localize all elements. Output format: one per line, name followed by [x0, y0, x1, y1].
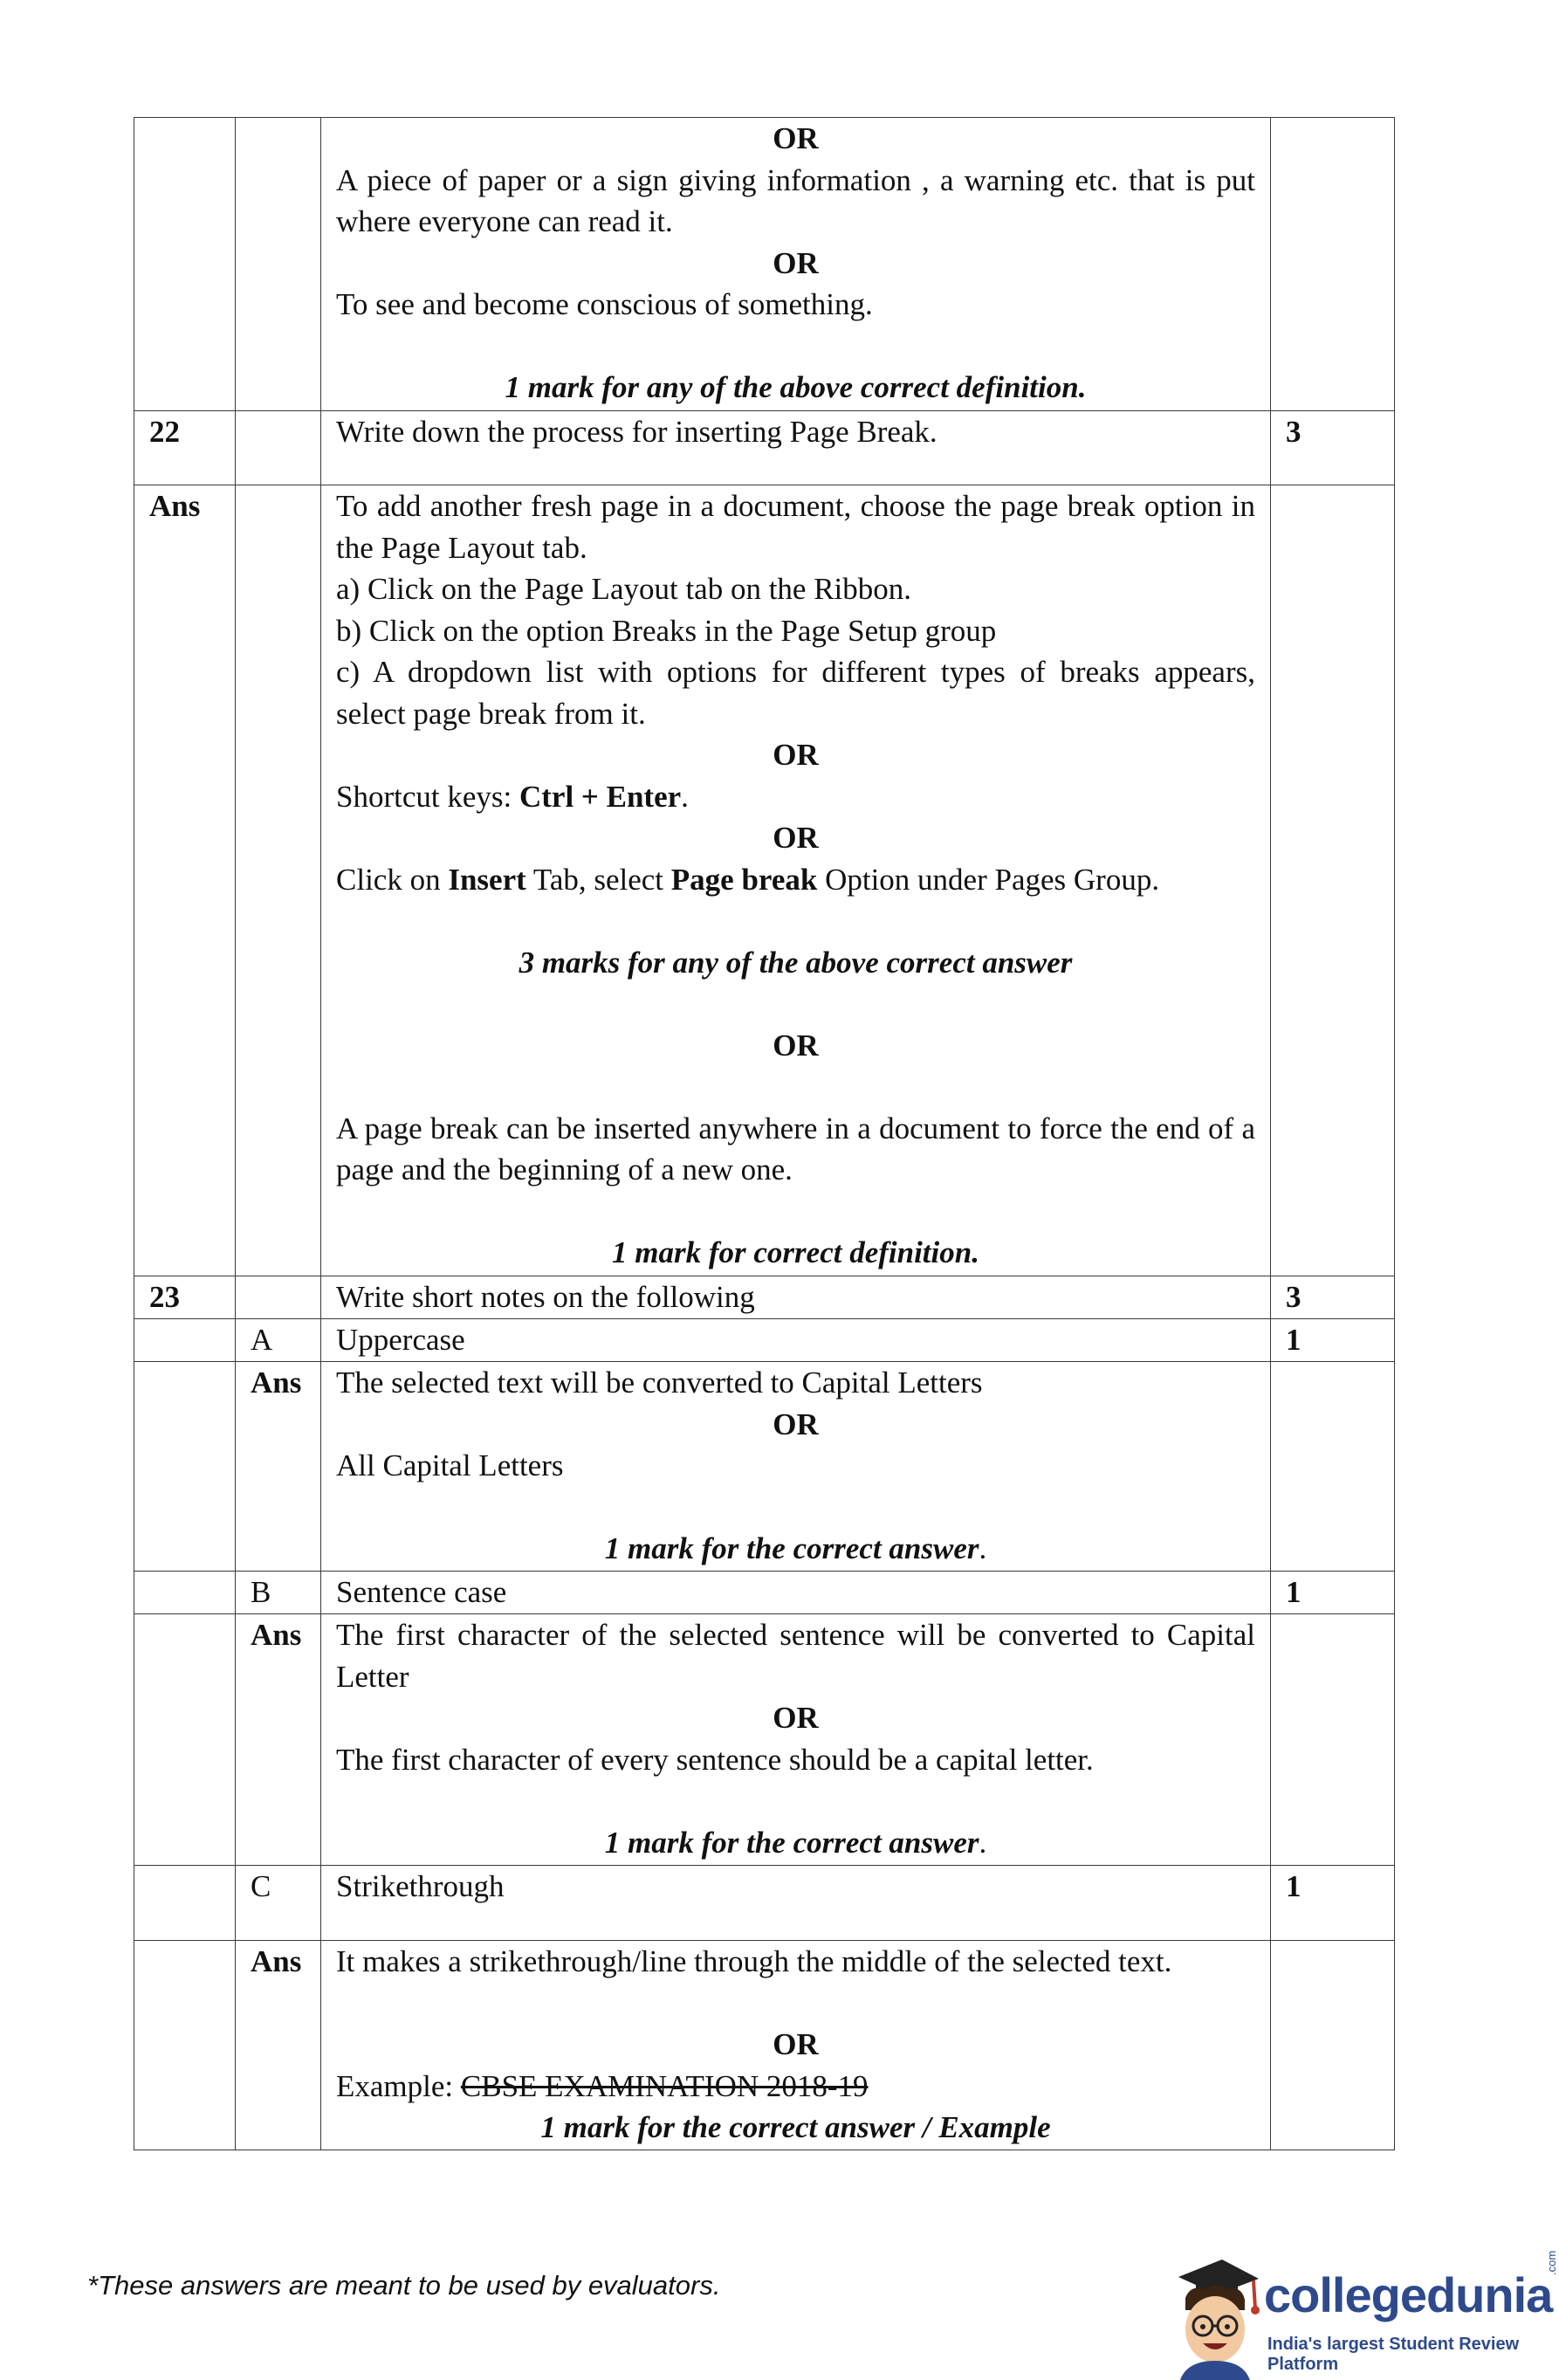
answer-text: The first character of every sentence should be a capital letter. — [336, 1742, 1094, 1777]
struck-example: CBSE EXAMINATION 2018-19 — [460, 2068, 869, 2103]
answer-text: The selected text will be converted to Capital Letters — [336, 1365, 983, 1400]
or-separator: OR — [773, 738, 819, 772]
answer-cell — [321, 118, 1271, 411]
answer-cell — [321, 1362, 1271, 1572]
answer-step: b) Click on the option Breaks in the Page Setup group — [336, 613, 997, 648]
logo-tagline: India's largest Student Review Platform — [1267, 2335, 1520, 2374]
table-row — [134, 411, 1395, 485]
or-separator: OR — [773, 121, 819, 155]
part-title: Strikethrough — [321, 1866, 1271, 1941]
answer-cell — [321, 1614, 1271, 1866]
part-label: A — [236, 1319, 321, 1362]
answer-label: Ans — [134, 485, 236, 1276]
question-marks: 3 — [1271, 411, 1395, 485]
part-label: B — [236, 1572, 321, 1614]
part-marks: 1 — [1271, 1866, 1395, 1941]
shortcut-keys: Ctrl + Enter — [519, 779, 682, 814]
definition-text: To see and become conscious of something. — [336, 287, 873, 321]
part-title: Uppercase — [321, 1319, 1271, 1362]
table-row — [134, 1276, 1395, 1319]
marking-note: 1 mark for the correct answer. — [604, 1531, 987, 1565]
insert-tab-line: Click on Insert Tab, select Page break Option under Pages Group. — [336, 862, 1160, 897]
table-row — [134, 1362, 1395, 1572]
mascot-icon — [1161, 2253, 1266, 2380]
or-separator: OR — [773, 821, 819, 855]
answer-step: a) Click on the Page Layout tab on the Ribbon. — [336, 572, 912, 606]
table-row — [134, 485, 1395, 1276]
part-marks: 1 — [1271, 1319, 1395, 1362]
answer-label: Ans — [236, 1614, 321, 1866]
collegedunia-logo — [1161, 2250, 1559, 2380]
definition-text: A piece of paper or a sign giving information , a warning etc. that is put where everyone can read it. — [336, 162, 1255, 238]
or-separator: OR — [773, 1028, 819, 1063]
marking-scheme-table — [134, 117, 1395, 2150]
answer-text: It makes a strikethrough/line through the middle of the selected text. — [336, 1944, 1172, 1978]
question-text: Write down the process for inserting Page Break. — [321, 411, 1271, 485]
answer-cell — [321, 485, 1271, 1276]
answer-intro: To add another fresh page in a document, choose the page break option in the Page Layout tab. — [336, 489, 1255, 565]
answer-text: The first character of the selected sentence will be converted to Capital Letter — [336, 1618, 1255, 1694]
or-separator: OR — [773, 2027, 819, 2061]
marking-note: 1 mark for the correct answer. — [604, 1825, 987, 1860]
question-marks: 3 — [1271, 1276, 1395, 1319]
part-label: C — [236, 1866, 321, 1941]
logo-wordmark: collegedunia — [1264, 2267, 1553, 2322]
part-title: Sentence case — [321, 1572, 1271, 1614]
answer-label: Ans — [236, 1362, 321, 1572]
table-row — [134, 1572, 1395, 1614]
definition-text: A page break can be inserted anywhere in a document to force the end of a page and the beginning of a new one. — [336, 1111, 1255, 1187]
marking-note: 1 mark for correct definition. — [612, 1235, 979, 1269]
answer-text: All Capital Letters — [336, 1448, 564, 1482]
or-separator: OR — [773, 1407, 819, 1441]
question-number: 22 — [134, 411, 236, 485]
or-separator: OR — [773, 245, 819, 280]
answer-step: c) A dropdown list with options for different types of breaks appears, select page break from it. — [336, 655, 1255, 731]
table-row — [134, 1941, 1395, 2150]
table-row — [134, 1319, 1395, 1362]
question-text: Write short notes on the following — [321, 1276, 1271, 1319]
marking-note: 3 marks for any of the above correct answer — [519, 945, 1073, 980]
evaluator-note: *These answers are meant to be used by evaluators. — [87, 2270, 721, 2301]
logo-domain: .com — [1545, 2250, 1558, 2275]
question-number: 23 — [134, 1276, 236, 1319]
part-marks: 1 — [1271, 1572, 1395, 1614]
marking-note: 1 mark for any of the above correct definition. — [505, 370, 1087, 404]
or-separator: OR — [773, 1701, 819, 1735]
shortcut-line: Shortcut keys: Ctrl + Enter. — [336, 779, 689, 814]
table-row — [134, 118, 1395, 411]
marking-note: 1 mark for the correct answer / Example — [540, 2110, 1051, 2144]
answer-cell — [321, 1941, 1271, 2150]
example-line: Example: CBSE EXAMINATION 2018-19 — [336, 2068, 869, 2103]
table-row — [134, 1866, 1395, 1941]
table-row — [134, 1614, 1395, 1866]
answer-label: Ans — [236, 1941, 321, 2150]
